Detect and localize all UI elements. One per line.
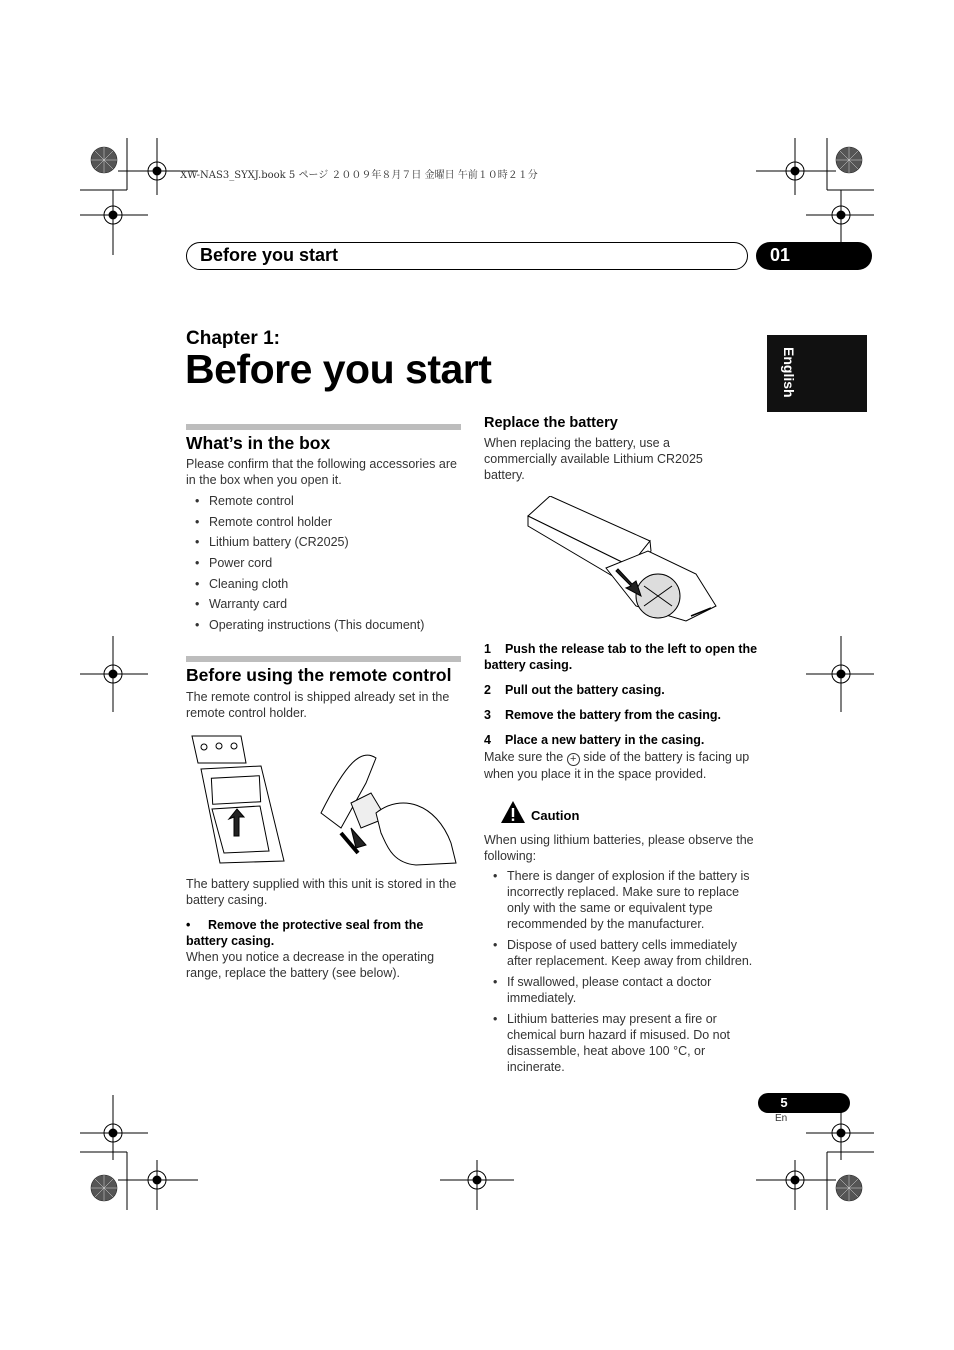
remove-seal-instruction — [186, 917, 461, 949]
page-language: En — [775, 1113, 788, 1124]
stored-text: The battery supplied with this unit is stored in the battery casing. — [186, 877, 457, 907]
step-number: 1 — [484, 642, 491, 656]
language-tab-label: English — [781, 347, 797, 398]
page-number: 5 — [758, 1093, 850, 1113]
caution-intro: When using lithium batteries, please observe the following: — [484, 833, 754, 863]
step-3 — [484, 707, 759, 723]
step-4-detail-before: Make sure the — [484, 750, 564, 764]
warning-icon — [500, 800, 526, 824]
list-item: • There is danger of explosion if the battery is incorrectly replaced. Make sure to replace only with the same or equivalent type recommended by the manufacturer. — [484, 868, 759, 932]
step-number: 2 — [484, 683, 491, 697]
list-item: • Operating instructions (This document) — [186, 617, 466, 633]
remove-seal-text: Remove the protective seal from the battery casing. — [186, 918, 424, 948]
step-text: Push the release tab to the left to open the battery casing. — [484, 642, 758, 672]
step-text: Place a new battery in the casing. — [504, 733, 705, 747]
section-divider — [186, 424, 461, 430]
list-item: • Lithium battery (CR2025) — [186, 534, 466, 550]
before-remote-intro: The remote control is shipped already set in the remote control holder. — [186, 690, 450, 720]
step-text: Remove the battery from the casing. — [504, 708, 721, 722]
step-4 — [484, 732, 759, 748]
step-number: 4 — [484, 733, 491, 747]
step-number: 3 — [484, 708, 491, 722]
battery-replacement-illustration — [526, 496, 726, 624]
step-1 — [484, 641, 759, 673]
step-2 — [484, 682, 759, 698]
list-item: • Cleaning cloth — [186, 576, 466, 592]
caution-heading: Caution — [531, 808, 580, 823]
whats-in-box-intro: Please confirm that the following accessories are in the box when you open it. — [186, 457, 457, 487]
plus-circle-icon: + — [567, 753, 580, 766]
chapter-label: Chapter 1: — [186, 328, 280, 349]
list-item: • Lithium batteries may present a fire or chemical burn hazard if misused. Do not disassemble, heat above 100 °C, or incinerate. — [484, 1011, 759, 1075]
step-text: Pull out the battery casing. — [504, 683, 665, 697]
language-tab — [767, 335, 867, 412]
print-info: XW-NAS3_SYXJ.book 5 ページ ２００９年８月７日 金曜日 午前１０時２１分 — [180, 170, 538, 181]
list-item: • If swallowed, please contact a doctor immediately. — [484, 974, 759, 1006]
accessories-list — [186, 493, 466, 638]
bullet-icon: • — [186, 918, 191, 932]
chapter-number-badge: 01 — [756, 242, 872, 270]
before-remote-heading: Before using the remote control — [186, 665, 452, 685]
replace-battery-intro: When replacing the battery, use a commercially available Lithium CR2025 battery. — [484, 436, 703, 482]
list-item: • Remote control holder — [186, 514, 466, 530]
page-title: Before you start — [185, 346, 492, 392]
step-4-detail-after: side of the battery is facing up when you place it in the space provided. — [484, 750, 750, 781]
caution-list — [484, 868, 759, 1080]
header-title: Before you start — [200, 245, 339, 265]
remote-holder-illustration — [186, 733, 461, 868]
whats-in-box-heading: What’s in the box — [186, 433, 331, 453]
list-item: • Remote control — [186, 493, 466, 509]
step-4-detail — [484, 749, 759, 782]
section-divider — [186, 656, 461, 662]
list-item: • Warranty card — [186, 596, 466, 612]
decrease-text: When you notice a decrease in the operating range, replace the battery (see below). — [186, 950, 435, 980]
list-item: • Power cord — [186, 555, 466, 571]
replace-battery-heading: Replace the battery — [484, 415, 618, 431]
list-item: • Dispose of used battery cells immediately after replacement. Keep away from children. — [484, 937, 759, 969]
